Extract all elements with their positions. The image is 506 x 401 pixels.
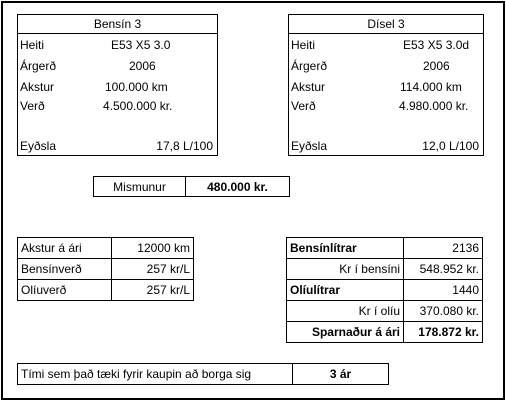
difference-table [93, 176, 290, 197]
input-value[interactable]: 12000 km [112, 238, 194, 259]
petrol-row-year[interactable]: Árgerð 2006 [20, 59, 156, 73]
petrol-car-box [17, 14, 218, 156]
input-label[interactable]: Olíuverð [18, 280, 112, 301]
result-row-petrol-cost [287, 259, 483, 280]
diesel-row-consumption[interactable]: Eyðsla 12,0 L/100 [291, 139, 479, 153]
result-value[interactable]: 178.872 kr. [404, 322, 483, 343]
input-row-annual-mileage [18, 238, 194, 259]
result-value[interactable]: 1440 [404, 280, 483, 301]
result-label[interactable]: Sparnaður á ári [287, 322, 404, 343]
payback-table [17, 363, 389, 385]
result-value[interactable]: 548.952 kr. [404, 259, 483, 280]
input-label[interactable]: Akstur á ári [18, 238, 112, 259]
input-value[interactable]: 257 kr/L [112, 280, 194, 301]
input-row-petrol-price [18, 259, 194, 280]
result-row-annual-savings [287, 322, 483, 343]
result-value[interactable]: 370.080 kr. [404, 301, 483, 322]
diesel-row-name[interactable]: Heiti E53 X5 3.0d [291, 38, 470, 52]
diesel-row-year[interactable]: Árgerð 2006 [291, 59, 450, 73]
results-table [286, 237, 483, 343]
input-row-diesel-price [18, 280, 194, 301]
diesel-row-price[interactable]: Verð 4.980.000 kr. [291, 99, 469, 113]
payback-value[interactable]: 3 ár [293, 364, 389, 385]
result-label[interactable]: Olíulítrar [287, 280, 404, 301]
result-value[interactable]: 2136 [404, 238, 483, 259]
result-row-petrol-litres [287, 238, 483, 259]
result-label[interactable]: Kr í olíu [287, 301, 404, 322]
diesel-title[interactable]: Dísel 3 [289, 15, 483, 34]
diesel-row-mileage[interactable]: Akstur 114.000 km [291, 80, 462, 94]
result-row-diesel-cost [287, 301, 483, 322]
result-row-diesel-litres [287, 280, 483, 301]
petrol-row-consumption[interactable]: Eyðsla 17,8 L/100 [20, 139, 213, 153]
petrol-row-price[interactable]: Verð 4.500.000 kr. [20, 99, 173, 113]
diesel-car-box [288, 14, 484, 156]
petrol-title[interactable]: Bensín 3 [18, 15, 217, 34]
petrol-row-mileage[interactable]: Akstur 100.000 km [20, 80, 168, 94]
payback-label[interactable]: Tími sem það tæki fyrir kaupin að borga sig [18, 364, 293, 385]
result-label[interactable]: Bensínlítrar [287, 238, 404, 259]
petrol-row-name[interactable]: Heiti E53 X5 3.0 [20, 38, 171, 52]
difference-value[interactable]: 480.000 kr. [186, 177, 290, 197]
input-value[interactable]: 257 kr/L [112, 259, 194, 280]
difference-label[interactable]: Mismunur [94, 177, 186, 197]
input-label[interactable]: Bensínverð [18, 259, 112, 280]
result-label[interactable]: Kr í bensíni [287, 259, 404, 280]
inputs-table [17, 237, 194, 301]
